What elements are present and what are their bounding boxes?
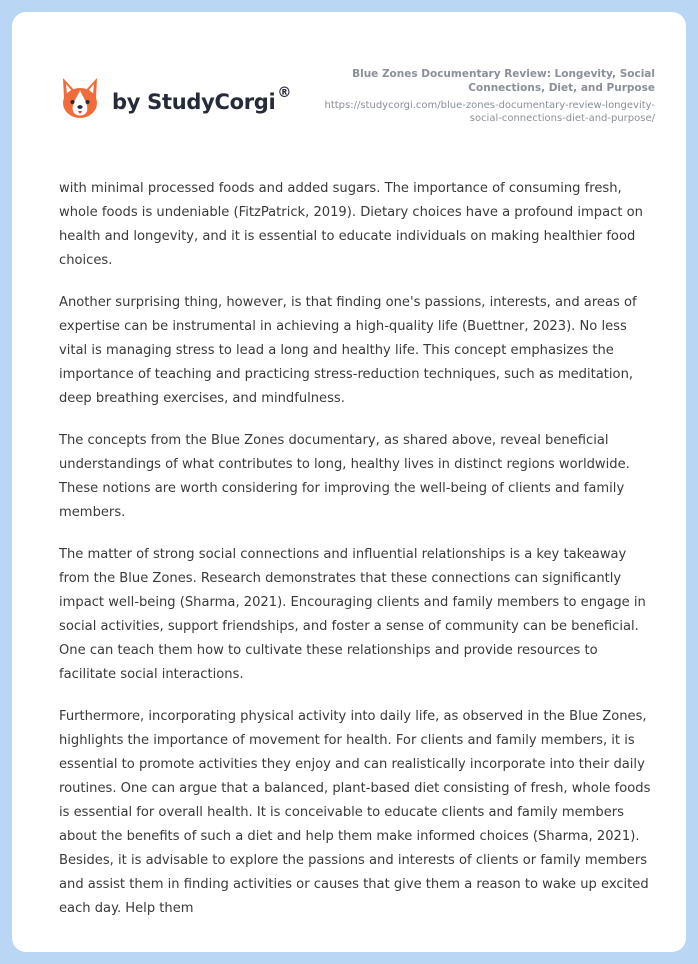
corgi-logo-icon	[60, 76, 100, 120]
document-url[interactable]: https://studycorgi.com/blue-zones-documentary-review-longevity-social-connections-diet-and-purpose/	[324, 100, 655, 124]
paragraph: with minimal processed foods and added sugars. The importance of consuming fresh, whole foods is undeniable (FitzPatrick, 2019). Dietary choices have a profound impact on health and longevity, and it is essential to educate individuals on making healthier food choices.	[59, 181, 643, 268]
paragraph: Another surprising thing, however, is that finding one's passions, interests, and areas of expertise can be instrumental in achieving a high-quality life (Buettner, 2023). No less vital is managing stress to lead a long and healthy life. This concept emphasizes the importance of teaching and practicing stress-reduction techniques, such as meditation, deep breathing exercises, and mindfulness.	[59, 295, 637, 406]
document-meta	[315, 67, 655, 125]
document-title: Blue Zones Documentary Review: Longevity, Social Connections, Diet, and Purpose	[352, 68, 655, 94]
paragraph: The concepts from the Blue Zones documentary, as shared above, reveal beneficial understandings of what contributes to long, healthy lives in distinct regions worldwide. These notions are worth considering for improving the well-being of clients and family members.	[59, 433, 630, 520]
document-body	[59, 177, 651, 939]
registered-mark: ®	[277, 84, 292, 101]
document-page	[12, 12, 686, 952]
paragraph: The matter of strong social connections and influential relationships is a key takeaway from the Blue Zones. Research demonstrates that these connections can significantly impact well-being (Sharma, 2021). Encouraging clients and family members to engage in social activities, support friendships, and foster a sense of community can be beneficial. One can teach them how to cultivate these relationships and provide resources to facilitate social interactions.	[59, 547, 646, 682]
brand-name: by StudyCorgi ®	[112, 84, 292, 114]
paragraph: Furthermore, incorporating physical activity into daily life, as observed in the Blue Zones, highlights the importance of movement for health. For clients and family members, it is essential to promote activities they enjoy and can realistically incorporate into their daily routines. One can argue that a balanced, plant-based diet consisting of fresh, whole foods is essential for overall health. It is conceivable to educate clients and family members about the benefits of such a diet and help them make informed choices (Sharma, 2021). Besides, it is advisable to explore the passions and interests of clients or family members and assist them in finding activities or causes that give them a reason to wake up excited each day. Help them	[59, 709, 651, 916]
studycorgi-logo[interactable]	[60, 76, 291, 120]
